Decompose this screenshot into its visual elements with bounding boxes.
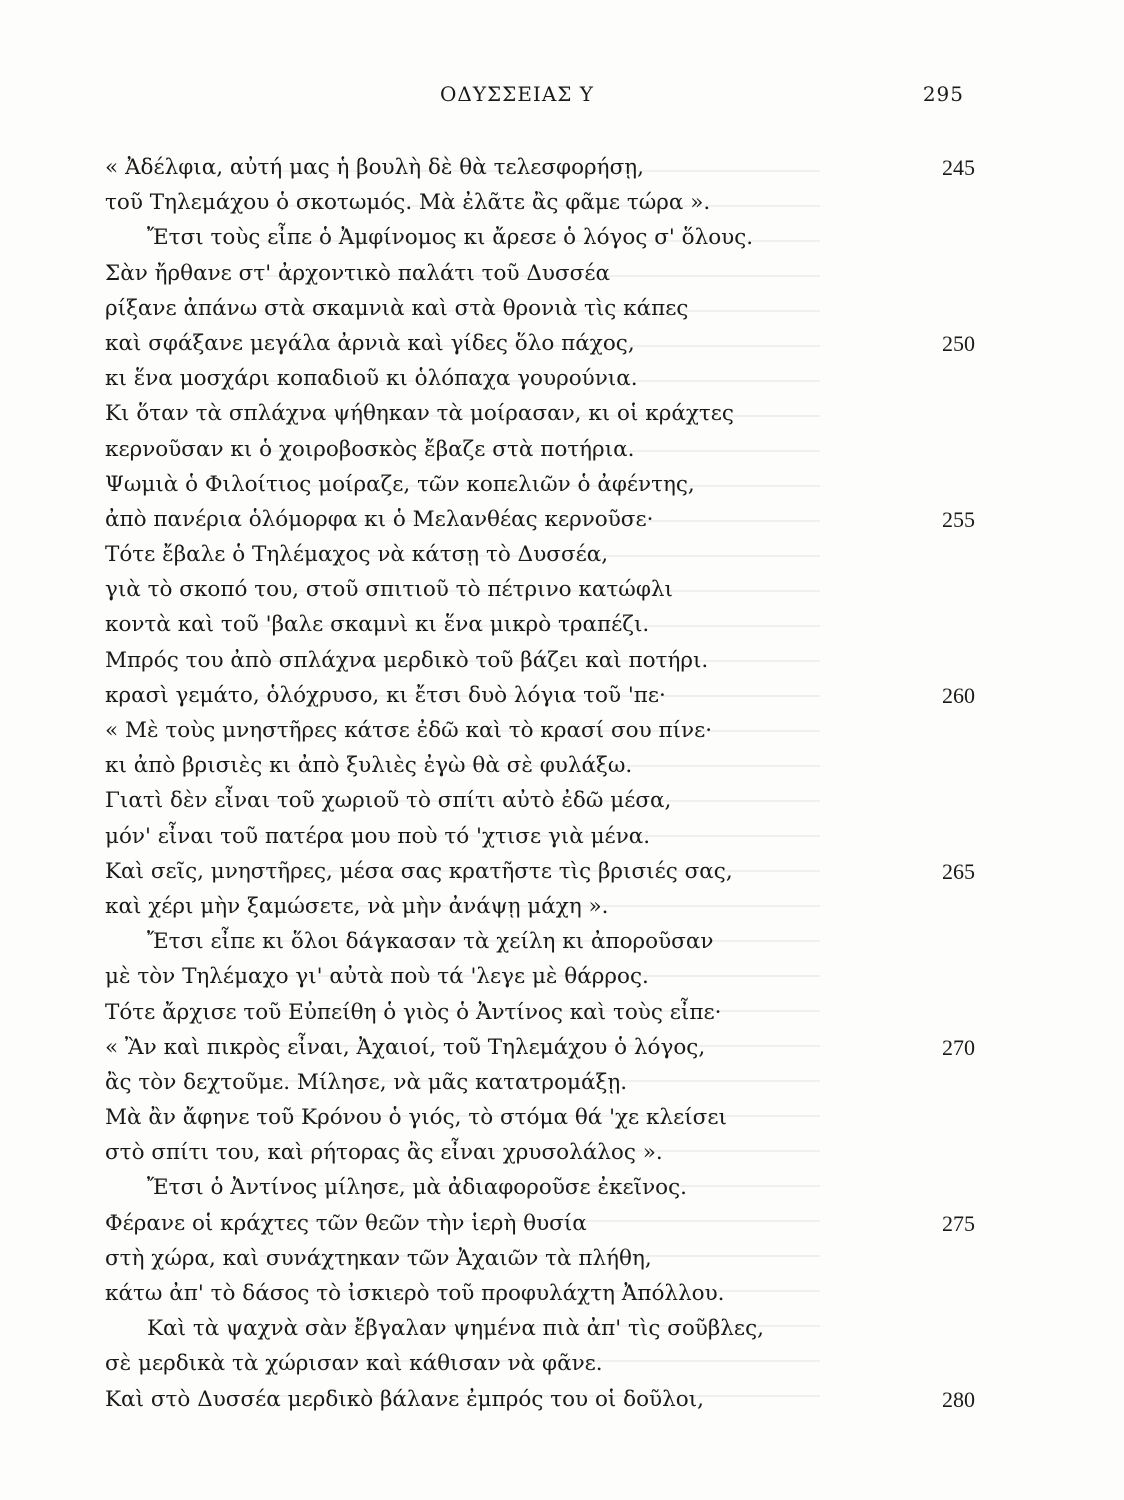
line-number: 250	[942, 330, 975, 356]
verse-line	[105, 1346, 975, 1381]
verse-text: Σὰν ἤρθανε στ' ἀρχοντικὸ παλάτι τοῦ Δυσσέα	[105, 260, 611, 286]
line-number: 260	[942, 682, 975, 708]
verse-text: μὲ τὸν Τηλέμαχο γι' αὐτὰ ποὺ τά 'λεγε μὲ θάρρος.	[105, 964, 649, 990]
verse-line	[105, 502, 975, 537]
verse-line	[105, 1135, 975, 1170]
verse-text: Ψωμιὰ ὁ Φιλοίτιος μοίραζε, τῶν κοπελιῶν ὁ ἀφέντης,	[105, 471, 695, 497]
verse-text: κι ἕνα μοσχάρι κοπαδιοῦ κι ὁλόπαχα γουρούνια.	[105, 366, 638, 392]
verse-text: « Ἂν καὶ πικρὸς εἶναι, Ἀχαιοί, τοῦ Τηλεμάχου ὁ λόγος,	[105, 1034, 706, 1060]
verse-text: Μπρός του ἀπὸ σπλάχνα μερδικὸ τοῦ βάζει καὶ ποτήρι.	[105, 647, 709, 673]
line-number: 265	[942, 858, 975, 884]
line-number: 255	[942, 506, 975, 532]
verse-line	[105, 150, 975, 185]
verse-line	[105, 467, 975, 502]
verse-line	[105, 361, 975, 396]
verse-line	[105, 432, 975, 467]
verse-text: Καὶ τὰ ψαχνὰ σὰν ἔβγαλαν ψημένα πιὰ ἀπ' τὶς σοῦβλες,	[147, 1316, 764, 1342]
verse-line	[105, 1241, 975, 1276]
verse-text: κι ἀπὸ βρισιὲς κι ἀπὸ ξυλιὲς ἐγὼ θὰ σὲ φυλάξω.	[105, 753, 633, 779]
verse-text: κερνοῦσαν κι ὁ χοιροβοσκὸς ἔβαζε στὰ ποτήρια.	[105, 436, 635, 462]
verse-block	[105, 150, 975, 1417]
verse-text: Τότε ἄρχισε τοῦ Εὐπείθη ὁ γιὸς ὁ Ἀντίνος καὶ τοὺς εἶπε·	[105, 999, 722, 1025]
verse-line	[105, 291, 975, 326]
verse-line	[105, 924, 975, 959]
verse-line	[105, 713, 975, 748]
verse-text: Ἔτσι ὁ Ἀντίνος μίλησε, μὰ ἀδιαφοροῦσε ἐκεῖνος.	[147, 1175, 687, 1201]
running-head	[0, 82, 1124, 112]
verse-line	[105, 643, 975, 678]
verse-text: ἀπὸ πανέρια ὁλόμορφα κι ὁ Μελανθέας κερνοῦσε·	[105, 506, 654, 532]
verse-line	[105, 995, 975, 1030]
verse-text: τοῦ Τηλεμάχου ὁ σκοτωμός. Μὰ ἐλᾶτε ἂς φᾶμε τώρα ».	[105, 190, 711, 216]
verse-line	[105, 607, 975, 642]
verse-line	[105, 819, 975, 854]
line-number: 280	[942, 1386, 975, 1412]
verse-text: κάτω ἀπ' τὸ δάσος τὸ ἰσκιερὸ τοῦ προφυλάχτη Ἀπόλλου.	[105, 1281, 725, 1306]
line-number: 245	[942, 155, 975, 180]
page-number: 295	[922, 82, 964, 106]
verse-line	[105, 783, 975, 818]
verse-text: σὲ μερδικὰ τὰ χώρισαν καὶ κάθισαν νὰ φᾶνε.	[105, 1351, 603, 1377]
verse-line	[105, 1065, 975, 1100]
verse-line	[105, 678, 975, 713]
verse-text: καὶ χέρι μὴν ξαμώσετε, νὰ μὴν ἀνάψῃ μάχη ».	[105, 893, 609, 919]
verse-line	[105, 1311, 975, 1346]
verse-text: « Ἀδέλφια, αὐτή μας ἡ βουλὴ δὲ θὰ τελεσφορήσῃ,	[105, 155, 644, 180]
verse-line	[105, 1100, 975, 1135]
verse-line	[105, 572, 975, 607]
verse-text: κρασὶ γεμάτο, ὁλόχρυσο, κι ἔτσι δυὸ λόγια τοῦ 'πε·	[105, 682, 666, 708]
verse-text: Κι ὅταν τὰ σπλάχνα ψήθηκαν τὰ μοίρασαν, κι οἱ κράχτες	[105, 401, 734, 427]
verse-line	[105, 1030, 975, 1065]
verse-line	[105, 1382, 975, 1417]
verse-line	[105, 959, 975, 994]
verse-text: ρίξανε ἀπάνω στὰ σκαμνιὰ καὶ στὰ θρονιὰ τὶς κάπες	[105, 295, 689, 321]
verse-text: στὸ σπίτι του, καὶ ρήτορας ἂς εἶναι χρυσολάλος ».	[105, 1140, 663, 1166]
verse-line	[105, 1206, 975, 1241]
line-number: 275	[942, 1210, 975, 1236]
verse-text: « Μὲ τοὺς μνηστῆρες κάτσε ἐδῶ καὶ τὸ κρασί σου πίνε·	[105, 718, 713, 743]
verse-line	[105, 256, 975, 291]
line-number: 270	[942, 1034, 975, 1060]
verse-line	[105, 220, 975, 255]
verse-text: καὶ σφάξανε μεγάλα ἀρνιὰ καὶ γίδες ὅλο πάχος,	[105, 330, 635, 356]
verse-line	[105, 396, 975, 431]
verse-line	[105, 537, 975, 572]
verse-line	[105, 889, 975, 924]
verse-line	[105, 1276, 975, 1311]
verse-line	[105, 185, 975, 220]
verse-text: Τότε ἔβαλε ὁ Τηλέμαχος νὰ κάτσῃ τὸ Δυσσέα,	[105, 542, 609, 568]
verse-text: γιὰ τὸ σκοπό του, στοῦ σπιτιοῦ τὸ πέτρινο κατώφλι	[105, 577, 673, 603]
running-title: ΟΔΥΣΣΕΙΑΣ Υ	[440, 82, 594, 106]
verse-text: κοντὰ καὶ τοῦ 'βαλε σκαμνὶ κι ἕνα μικρὸ τραπέζι.	[105, 612, 650, 638]
verse-text: Γιατὶ δὲν εἶναι τοῦ χωριοῦ τὸ σπίτι αὐτὸ ἐδῶ μέσα,	[105, 788, 672, 814]
verse-line	[105, 326, 975, 361]
verse-text: μόν' εἶναι τοῦ πατέρα μου ποὺ τό 'χτισε γιὰ μένα.	[105, 823, 651, 849]
verse-text: Καὶ σεῖς, μνηστῆρες, μέσα σας κρατῆστε τὶς βρισιές σας,	[105, 858, 733, 884]
verse-line	[105, 748, 975, 783]
verse-text: Ἔτσι τοὺς εἶπε ὁ Ἀμφίνομος κι ἄρεσε ὁ λόγος σ' ὅλους.	[147, 225, 754, 251]
verse-text: στὴ χώρα, καὶ συνάχτηκαν τῶν Ἀχαιῶν τὰ πλήθη,	[105, 1245, 652, 1271]
verse-text: Μὰ ἂν ἄφηνε τοῦ Κρόνου ὁ γιός, τὸ στόμα θά 'χε κλείσει	[105, 1105, 727, 1131]
verse-line	[105, 854, 975, 889]
verse-line	[105, 1170, 975, 1205]
verse-text: Ἔτσι εἶπε κι ὅλοι δάγκασαν τὰ χείλη κι ἀποροῦσαν	[147, 929, 714, 955]
verse-text: Φέρανε οἱ κράχτες τῶν θεῶν τὴν ἱερὴ θυσία	[105, 1210, 587, 1236]
verse-text: ἂς τὸν δεχτοῦμε. Μίλησε, νὰ μᾶς κατατρομάξῃ.	[105, 1069, 628, 1095]
verse-text: Καὶ στὸ Δυσσέα μερδικὸ βάλανε ἐμπρός του οἱ δοῦλοι,	[105, 1386, 704, 1412]
